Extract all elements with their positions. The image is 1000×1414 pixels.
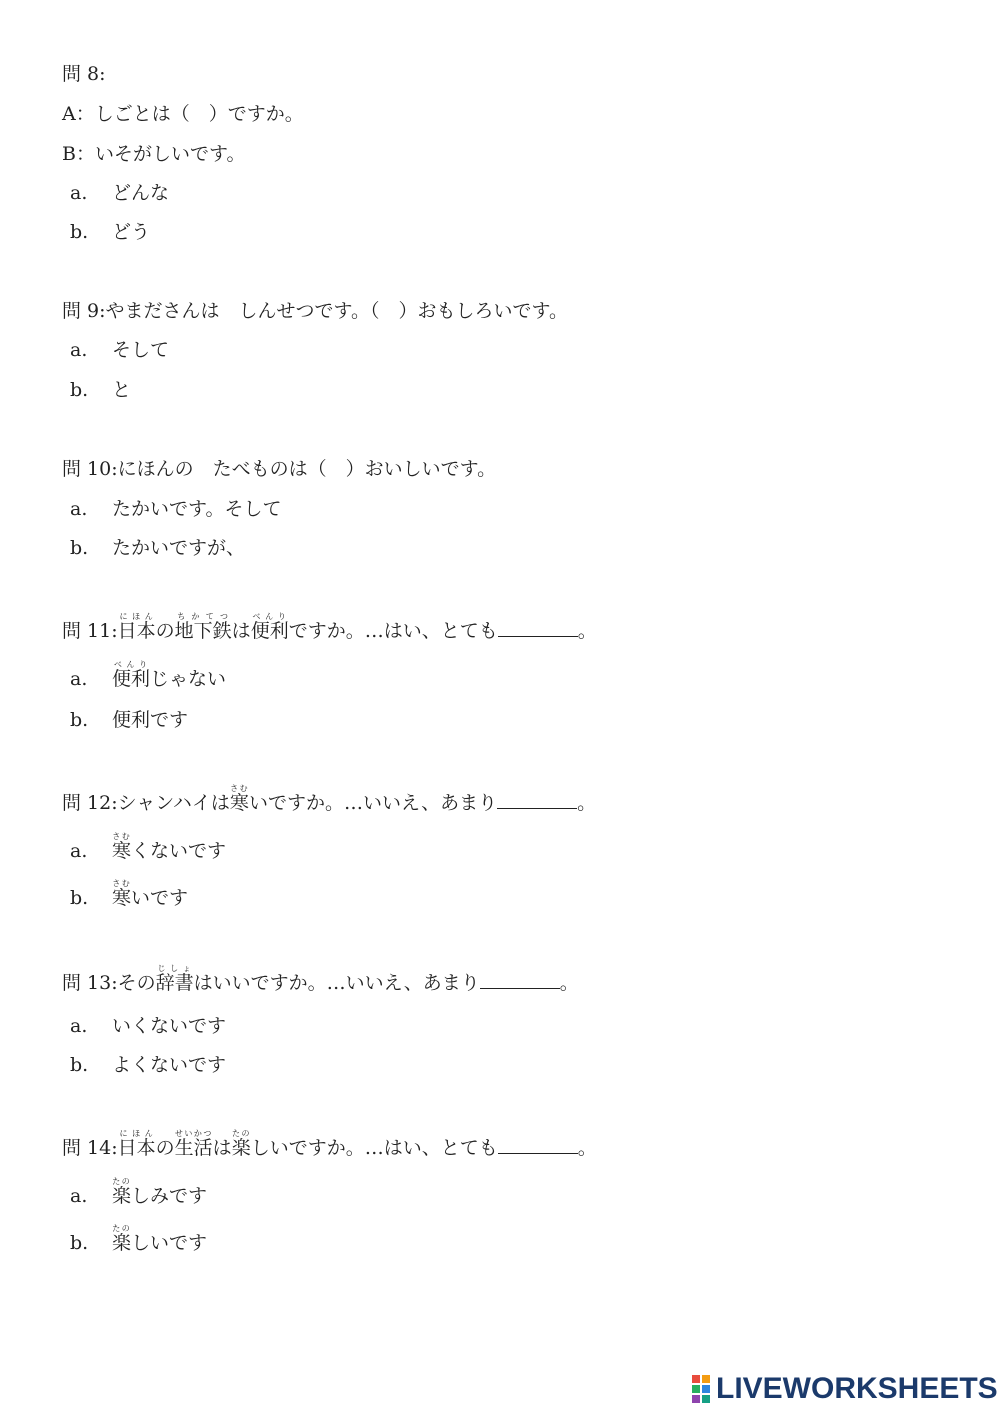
ruby-word (174, 612, 232, 642)
text-segment: いですか。…いいえ、あまり (248, 792, 498, 814)
option-letter: b. (70, 1054, 89, 1076)
question-13-option-a[interactable] (70, 1014, 226, 1038)
question-9-prompt: 問 9:やまださんは しんせつです。（ ）おもしろいです。 (62, 300, 568, 322)
question-8-number: 問 8: (62, 63, 106, 85)
text-segment: の (155, 620, 175, 642)
question-8-option-b[interactable] (70, 220, 150, 244)
option-letter: a. (70, 1015, 88, 1037)
text-segment: 。 (577, 1137, 597, 1159)
question-14-prompt (62, 1129, 597, 1160)
answer-blank[interactable] (498, 1135, 578, 1154)
ruby-base: 日本 (117, 1137, 156, 1159)
ruby-base: 楽 (231, 1137, 251, 1159)
option-letter: a. (70, 1185, 88, 1207)
ruby-word (112, 1177, 132, 1207)
question-9-option-a[interactable] (70, 338, 169, 362)
question-8-line-a: A：しごとは（ ）ですか。 (62, 103, 304, 125)
ruby-word (250, 612, 289, 642)
question-prefix: 問 14: (62, 1137, 118, 1159)
question-14-option-a[interactable] (70, 1177, 207, 1208)
text-segment: しいですか。…はい、とても (250, 1137, 498, 1159)
question-12-option-a[interactable] (70, 832, 226, 863)
option-text: いです (131, 887, 189, 909)
furigana: べんり (112, 660, 150, 669)
question-8-line-b: B：いそがしいです。 (62, 143, 246, 165)
ruby-base: 日本 (117, 620, 156, 642)
option-letter: b. (70, 887, 89, 909)
ruby-base: 生活 (174, 1137, 213, 1159)
ruby-word (112, 879, 132, 909)
option-text: よくないです (112, 1054, 227, 1076)
ruby-word (231, 1129, 251, 1159)
furigana: べんり (250, 612, 289, 621)
furigana: にほん (117, 612, 156, 621)
option-text: 便利です (112, 709, 189, 731)
ruby-base: 寒 (229, 792, 249, 814)
ruby-word (112, 1224, 132, 1254)
option-text: くないです (131, 840, 227, 862)
ruby-word (155, 964, 194, 994)
option-text: どんな (112, 182, 170, 204)
option-letter: b. (70, 1232, 89, 1254)
option-letter: b. (70, 221, 89, 243)
question-10-option-a[interactable] (70, 497, 281, 521)
question-14-option-b[interactable] (70, 1224, 207, 1255)
ruby-word (112, 660, 151, 690)
ruby-word (112, 832, 132, 862)
ruby-word (117, 612, 156, 642)
furigana: たの (231, 1129, 251, 1138)
question-13-prompt (62, 964, 579, 995)
option-letter: a. (70, 339, 88, 361)
answer-blank[interactable] (480, 970, 560, 989)
option-letter: a. (70, 840, 88, 862)
ruby-base: 楽 (112, 1185, 132, 1207)
furigana: たの (112, 1224, 132, 1233)
ruby-base: 寒 (112, 840, 132, 862)
ruby-base: 寒 (112, 887, 132, 909)
option-text: しいです (131, 1232, 208, 1254)
option-letter: a. (70, 498, 88, 520)
furigana: じしょ (155, 964, 194, 973)
question-11-option-a[interactable] (70, 660, 226, 691)
logo-block (692, 1395, 700, 1403)
question-9-option-b[interactable] (70, 378, 131, 402)
option-text: いくないです (112, 1015, 227, 1037)
question-prefix: 問 13:その (62, 972, 156, 994)
ruby-word (229, 784, 249, 814)
logo-block (702, 1395, 710, 1403)
option-text: じゃない (150, 668, 227, 690)
logo-block (702, 1385, 710, 1393)
furigana: さむ (229, 784, 249, 793)
furigana: ちかてつ (174, 612, 232, 621)
liveworksheets-logo-icon (692, 1375, 710, 1403)
ruby-base: 便利 (112, 668, 151, 690)
furigana: にほん (117, 1129, 156, 1138)
question-11-prompt (62, 612, 597, 643)
furigana: たの (112, 1177, 132, 1186)
ruby-base: 地下鉄 (174, 620, 232, 642)
question-prefix: 問 11: (62, 620, 118, 642)
liveworksheets-logo (692, 1372, 998, 1406)
answer-blank[interactable] (497, 790, 577, 809)
logo-block (692, 1375, 700, 1383)
text-segment: 。 (559, 972, 579, 994)
question-11-option-b[interactable] (70, 708, 188, 732)
option-text: たかいですが、 (112, 537, 246, 559)
logo-block (702, 1375, 710, 1383)
question-12-prompt (62, 784, 596, 815)
option-text: どう (112, 221, 151, 243)
question-13-option-b[interactable] (70, 1053, 226, 1077)
option-letter: a. (70, 668, 88, 690)
option-letter: a. (70, 182, 88, 204)
option-text: と (112, 379, 132, 401)
option-text: そして (112, 339, 170, 361)
text-segment: 。 (577, 620, 597, 642)
ruby-word (174, 1129, 213, 1159)
text-segment: ですか。…はい、とても (288, 620, 498, 642)
question-12-option-b[interactable] (70, 879, 188, 910)
furigana: さむ (112, 832, 132, 841)
question-8-option-a[interactable] (70, 181, 169, 205)
option-letter: b. (70, 709, 89, 731)
option-letter: b. (70, 537, 89, 559)
question-10-option-b[interactable] (70, 536, 245, 560)
ruby-base: 便利 (250, 620, 289, 642)
text-segment: は (212, 1137, 232, 1159)
ruby-base: 楽 (112, 1232, 132, 1254)
furigana: さむ (112, 879, 132, 888)
furigana: せいかつ (174, 1129, 213, 1138)
option-text: たかいです。そして (112, 498, 282, 520)
option-letter: b. (70, 379, 89, 401)
text-segment: はいいですか。…いいえ、あまり (193, 972, 480, 994)
question-prefix: 問 12:シャンハイは (62, 792, 230, 814)
answer-blank[interactable] (498, 618, 578, 637)
ruby-word (117, 1129, 156, 1159)
text-segment: は (231, 620, 251, 642)
text-segment: の (155, 1137, 175, 1159)
option-text: しみです (131, 1185, 208, 1207)
logo-block (692, 1385, 700, 1393)
ruby-base: 辞書 (155, 972, 194, 994)
logo-text: LIVEWORKSHEETS (716, 1372, 998, 1405)
question-10-prompt: 問 10:にほんの たべものは（ ）おいしいです。 (62, 458, 497, 480)
text-segment: 。 (577, 792, 597, 814)
